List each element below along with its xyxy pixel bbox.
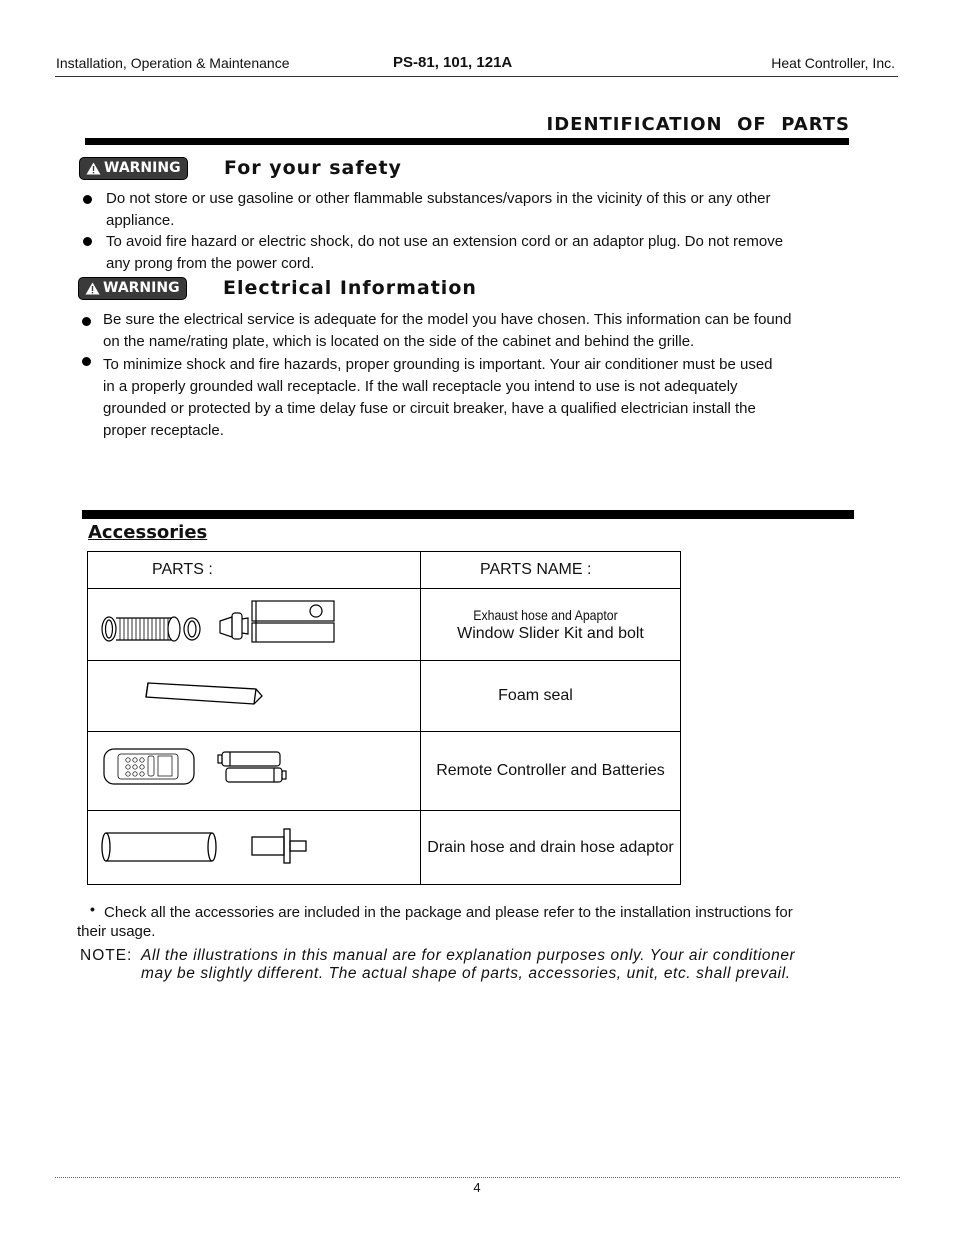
- safety-bullet-1: Do not store or use gasoline or other flammable substances/vapors in the vicinity of this or any other appliance.: [106, 190, 771, 229]
- note-line-1: All the illustrations in this manual are for explanation purposes only. Your air conditioner: [141, 947, 796, 964]
- exhaust-hose-and-window-kit-icon: [88, 589, 356, 655]
- header-left: Installation, Operation & Maintenance: [56, 55, 290, 71]
- note-line-2: may be slightly different. The actual shape of parts, accessories, unit, etc. shall prevail.: [141, 965, 791, 982]
- section-title: IDENTIFICATION OF PARTS: [546, 114, 850, 135]
- part-image-cell: [88, 811, 421, 885]
- electrical-bullet-2: To minimize shock and fire hazards, proper grounding is important. Your air conditioner must be used in a properly grounded wall receptacle. If the wall receptacle you intend to use is not adequately grounded or protected by a time delay fuse or circuit breaker, have a qualified electrician install the proper receptacle.: [103, 356, 773, 439]
- accessories-rule: [82, 510, 854, 519]
- check-text: Check all the accessories are included in the package and please refer to the installation instructions for their usage.: [77, 904, 793, 940]
- bullet-dot: [82, 317, 91, 326]
- part-image-cell: [88, 661, 421, 732]
- safety-heading: For your safety: [224, 157, 402, 179]
- part-name-cell: Remote Controller and Batteries: [421, 732, 681, 811]
- note-label: NOTE:: [80, 947, 133, 964]
- bullet-dot: [82, 357, 91, 366]
- safety-bullet-2: To avoid fire hazard or electric shock, do not use an extension cord or an adaptor plug. Do not remove any prong from the power cord.: [106, 233, 784, 272]
- header-right: Heat Controller, Inc.: [771, 55, 895, 71]
- bullet-dot: [83, 195, 92, 204]
- electrical-bullet-1: Be sure the electrical service is adequate for the model you have chosen. This information can be found on the name/rating plate, which is located on the side of the cabinet and behind the grille.: [103, 311, 792, 350]
- col-header-parts: PARTS :: [88, 552, 421, 589]
- drain-hose-and-adaptor-icon: [88, 811, 356, 879]
- header-model: PS-81, 101, 121A: [393, 54, 513, 71]
- warning-badge-label: WARNING: [103, 280, 180, 296]
- accessories-table: [87, 551, 681, 885]
- remote-controller-and-batteries-icon: [88, 732, 356, 805]
- col-header-parts-name: PARTS NAME :: [421, 552, 681, 589]
- table-row: [88, 589, 681, 661]
- table-row: [88, 811, 681, 885]
- warning-triangle-icon: [86, 162, 101, 175]
- electrical-heading: Electrical Information: [223, 277, 477, 299]
- warning-triangle-icon: [85, 282, 100, 295]
- part-name-cell: [421, 589, 681, 661]
- warning-badge-label: WARNING: [104, 160, 181, 176]
- bullet-dot: [83, 237, 92, 246]
- table-row: [88, 661, 681, 732]
- part-name-line: Window Slider Kit and bolt: [457, 624, 644, 642]
- part-name-line: Exhaust hose and Apaptor: [473, 606, 618, 623]
- part-name-cell: Foam seal: [421, 661, 681, 732]
- footer-rule: [55, 1177, 900, 1178]
- foam-seal-icon: [88, 661, 356, 726]
- table-header-row: [88, 552, 681, 589]
- table-row: [88, 732, 681, 811]
- page-number: 4: [473, 1180, 481, 1195]
- header-rule: [55, 76, 898, 77]
- part-name-cell: Drain hose and drain hose adaptor: [421, 811, 681, 885]
- warning-badge: [78, 277, 187, 300]
- warning-badge: [79, 157, 188, 180]
- part-image-cell: [88, 732, 421, 811]
- check-bullet: •: [90, 901, 95, 917]
- part-image-cell: [88, 589, 421, 661]
- accessories-heading: Accessories: [88, 522, 208, 543]
- section-rule: [85, 138, 849, 145]
